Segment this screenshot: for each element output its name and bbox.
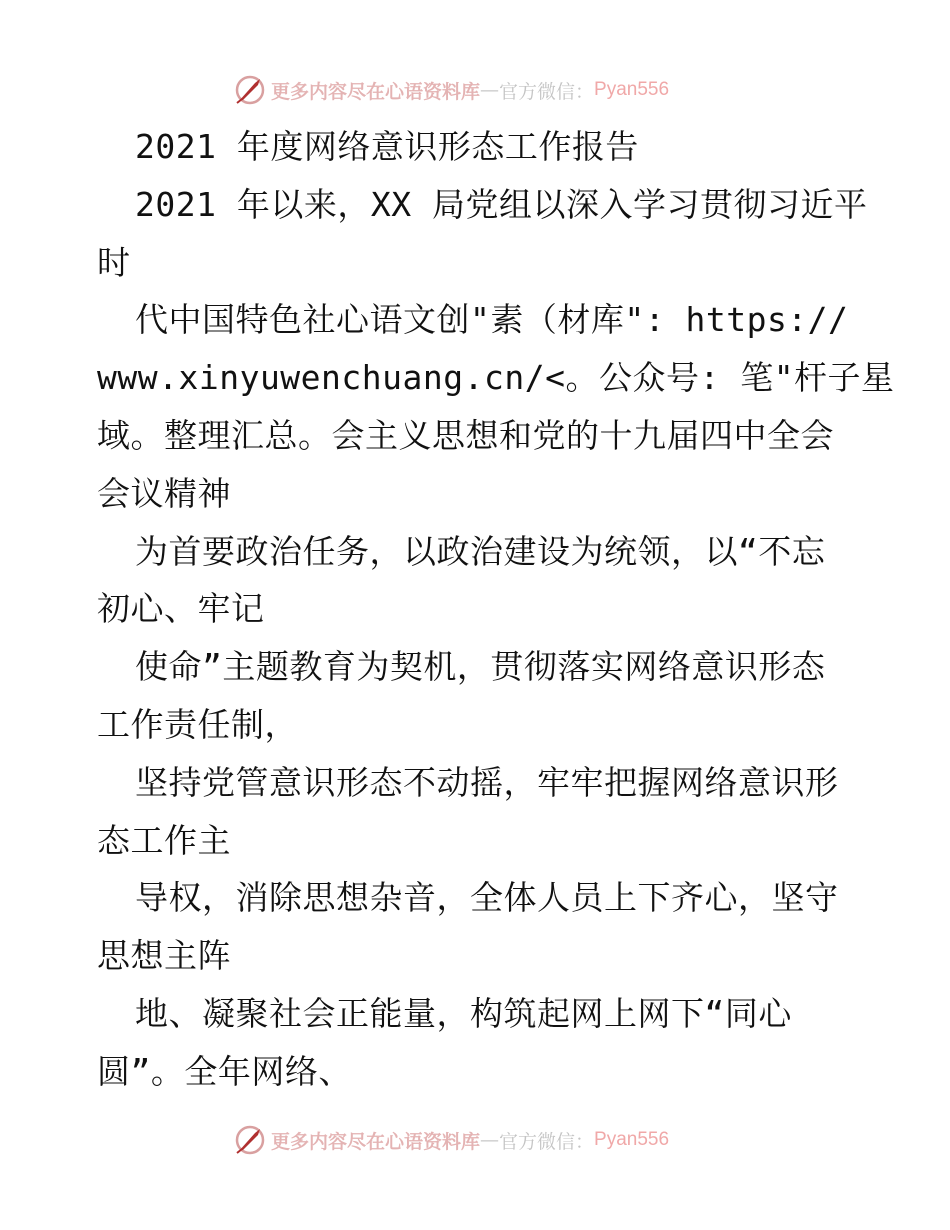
paragraph-line: 会议精神 xyxy=(97,473,231,513)
footer-watermark xyxy=(0,1120,950,1160)
header-watermark xyxy=(0,70,950,110)
paragraph-line: 地、凝聚社会正能量，构筑起网上网下“同心 xyxy=(135,993,792,1033)
document-body xyxy=(97,118,895,1101)
paragraph-line: 域。整理汇总。会主义思想和党的十九届四中全会 xyxy=(97,415,834,455)
watermark-wechat-label: 官方微信： xyxy=(499,80,595,103)
watermark-wechat-label: 官方微信： xyxy=(499,1130,595,1153)
paragraph-line: 为首要政治任务，以政治建设为统领，以“不忘 xyxy=(135,531,826,571)
paragraph-line: 代中国特色社心语文创"素（材库": https:// xyxy=(135,300,849,340)
watermark-brand-text: 更多内容尽在心语资料库 xyxy=(271,1130,481,1153)
paragraph-line: 导权，消除思想杂音，全体人员上下齐心，坚守 xyxy=(135,878,839,918)
watermark-separator: — xyxy=(480,1129,500,1151)
paragraph-line: 圆”。全年网络、 xyxy=(97,1051,352,1091)
paragraph-line: 使命”主题教育为契机，贯彻落实网络意识形态 xyxy=(135,647,826,687)
watermark-separator: — xyxy=(480,79,500,101)
paragraph-line: www.xinyuwenchuang.cn/<。公众号: 笔"杆子星 xyxy=(97,358,895,398)
watermark-wechat-handle: Pyan556 xyxy=(594,79,670,100)
watermark-wechat-handle: Pyan556 xyxy=(594,1129,670,1150)
document-title: 2021 年度网络意识形态工作报告 xyxy=(135,127,639,166)
paragraph-line: 初心、牢记 xyxy=(97,589,265,629)
quill-pen-logo-icon xyxy=(233,1123,267,1157)
paragraph-line: 工作责任制， xyxy=(97,704,298,744)
quill-pen-logo-icon xyxy=(233,73,267,107)
paragraph-line: 坚持党管意识形态不动摇，牢牢把握网络意识形 xyxy=(135,762,839,802)
paragraph-line: 态工作主 xyxy=(97,820,231,860)
paragraph-line: 2021 年以来，XX 局党组以深入学习贯彻习近平 xyxy=(135,184,868,224)
paragraph-line: 时 xyxy=(97,242,131,282)
paragraph-line: 思想主阵 xyxy=(97,936,231,976)
watermark-brand-text: 更多内容尽在心语资料库 xyxy=(271,80,481,103)
